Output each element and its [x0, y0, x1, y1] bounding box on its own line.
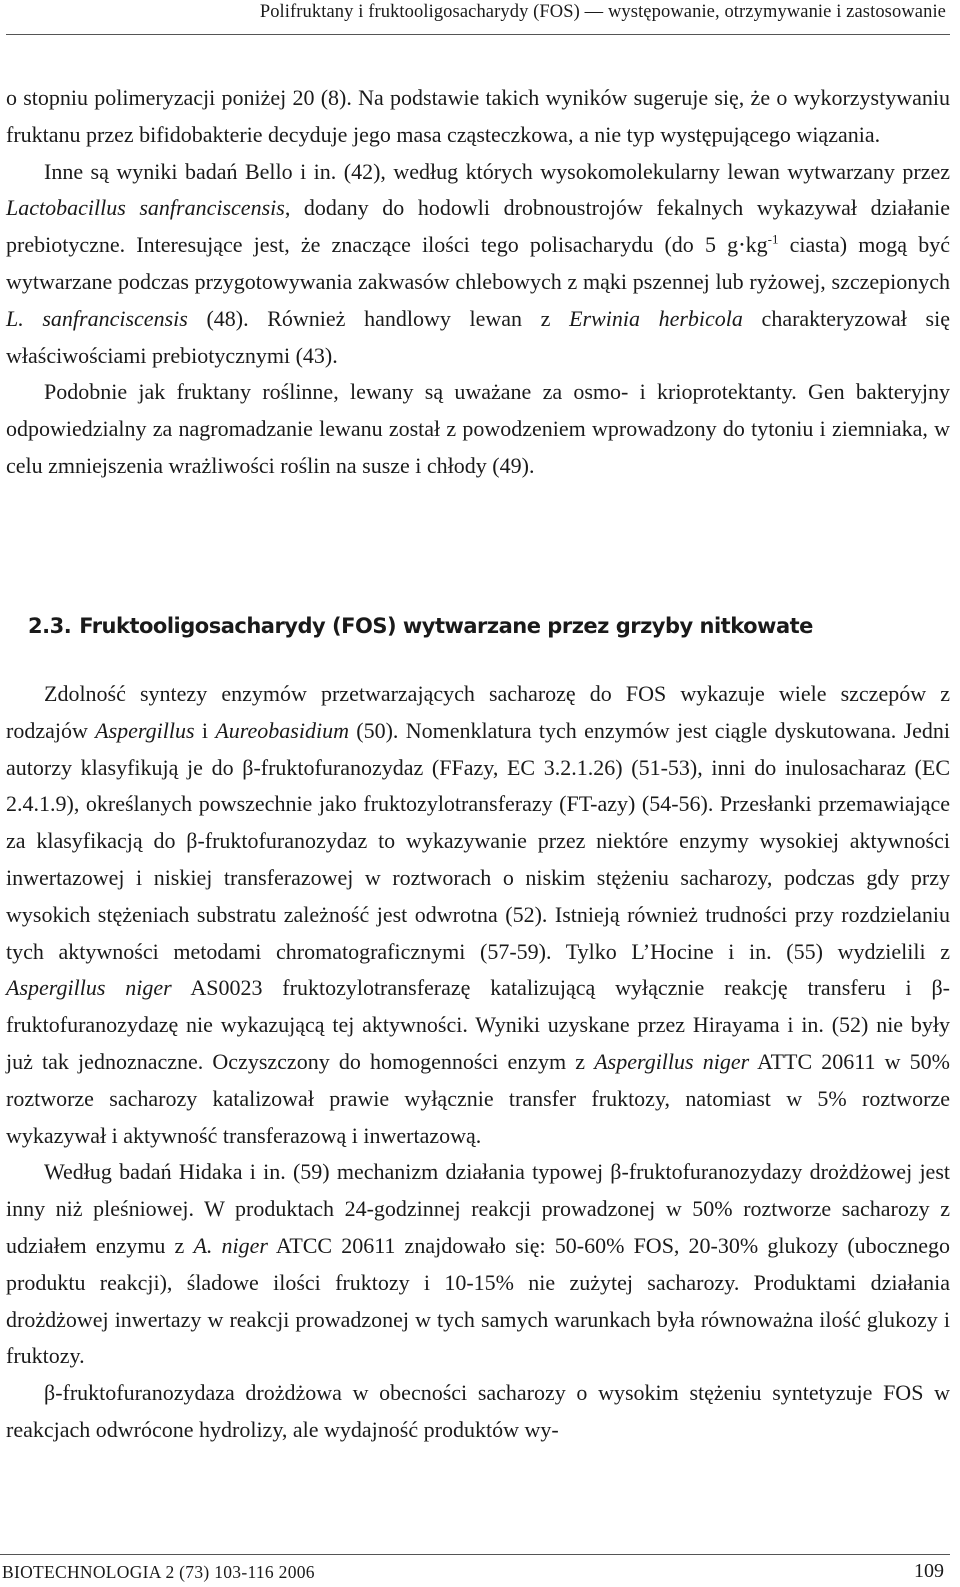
paragraph [6, 80, 950, 154]
section-title: Fruktooligosacharydy (FOS) wytwarzane przez grzyby nitkowate [79, 614, 813, 638]
running-header: Polifruktany i fruktooligosacharydy (FOS) — występowanie, otrzymywanie i zastosowanie [259, 2, 946, 22]
text-run: Według badań Hidaka i in. (59) mechanizm działania typowej β-fruktofuranozydazy drożdżowej jest inny niż pleśniowej. W produktach 24-godzinnej reakcji prowadzonej w 50% roztworze sacharozy z udziałem enzymu z [6, 1159, 950, 1258]
page-number: 109 [914, 1560, 944, 1582]
body-text-section [6, 676, 950, 1449]
italic-term: Aspergillus [95, 717, 195, 743]
text-run: ATTC 20611 w 50% roztworze sacharozy katalizował prawie wyłącznie transfer fruktozy, natomiast w 5% roztworze wykazywał i aktywność transferazową i inwertazową. [6, 1048, 951, 1148]
italic-term: Lactobacillus sanfranciscensis [6, 195, 285, 221]
header-rule [6, 34, 950, 35]
text-run: AS0023 fruktozylotransferazę katalizującą wyłącznie reakcję transferu i β-fruktofuranozydazę nie wykazującą tej aktywności. Wyniki uzyskane przez Hirayama i in. (52) nie były już tak jednoznaczne. Oczyszczony do homogenności enzym z [6, 975, 950, 1074]
text-run: (48). Również handlowy lewan z [187, 305, 570, 331]
italic-term: L. sanfranciscensis [6, 305, 188, 331]
section-heading [28, 614, 813, 638]
text-run: charakteryzował się właściwościami prebiotycznymi (43). [6, 305, 950, 368]
footer-rule [0, 1554, 950, 1555]
paragraph [6, 1154, 950, 1375]
text-run: o stopniu polimeryzacji poniżej 20 (8). Na podstawie takich wyników sugeruje się, że o wykorzystywaniu fruktanu przez bifidobakterie decyduje jego masa cząsteczkowa, a nie typ występującego wiązania. [6, 85, 950, 147]
paragraph [6, 154, 950, 375]
italic-term: Aspergillus niger [594, 1048, 750, 1074]
body-text-before-section [6, 80, 950, 485]
italic-term: Erwinia herbicola [569, 305, 743, 331]
italic-term: Aspergillus niger [6, 975, 172, 1001]
text-run: β-fruktofuranozydaza drożdżowa w obecności sacharozy o wysokim stężeniu syntetyzuje FOS w reakcjach odwrócone hydrolizy, ale wydajność produktów wy- [6, 1380, 950, 1442]
text-run: i [194, 717, 216, 743]
text-run: , dodany do hodowli drobnoustrojów fekalnych wykazywał działanie prebiotyczne. Interesujące jest, że znaczące ilości tego polisacharydu (do 5 g⋅kg [6, 195, 950, 258]
paragraph [6, 1375, 950, 1449]
text-run: Podobnie jak fruktany roślinne, lewany są uważane za osmo- i krioprotektanty. Gen bakteryjny odpowiedzialny za nagromadzanie lewanu został z powodzeniem wprowadzony do tytoniu i ziemniaka, w celu zmniejszenia wrażliwości roślin na susze i chłody (49). [6, 379, 950, 478]
italic-term: Aureobasidium [215, 717, 349, 743]
text-run: (50). Nomenklatura tych enzymów jest ciągle dyskutowana. Jedni autorzy klasyfikują je do β-fruktofuranozydaz (FFazy, EC 3.2.1.26) (51-53), inni do inulosacharaz (EC 2.4.1.9), określanych powszechnie jako fruktozylotransferazy (FT-azy) (54-56). Przesłanki przemawiające za klasyfikacją do β-fruktofuranozydaz to wykazywanie przez niektóre enzymy wysokiej aktywności inwertazowej i niskiej transferazowej w roztworach o niskim stężeniu sacharozy, podczas gdy przy wysokich stężeniach substratu zależność jest odwrotna (52). Istnieją również trudności przy rozdzielaniu tych aktywności metodami chromatograficznymi (57-59). Tylko L’Hocine i in. (55) wydzielili z [6, 717, 950, 964]
text-run: Zdolność syntezy enzymów przetwarzających sacharozę do FOS wykazuje wiele szczepów z rodzajów [6, 681, 950, 743]
paragraph [6, 374, 950, 484]
footer-journal-citation: BIOTECHNOLOGIA 2 (73) 103-116 2006 [2, 1562, 315, 1582]
section-number: 2.3. [28, 614, 72, 638]
paragraph [6, 676, 950, 1154]
italic-term: A. niger [193, 1232, 268, 1258]
text-run: Inne są wyniki badań Bello i in. (42), według których wysokomolekularny lewan wytwarzany przez [44, 158, 950, 184]
superscript: -1 [767, 231, 779, 247]
text-run: ATCC 20611 znajdowało się: 50-60% FOS, 20-30% glukozy (ubocznego produktu reakcji), śladowe ilości fruktozy i 10-15% nie zużytej sacharozy. Produktami działania drożdżowej inwertazy w reakcji prowadzonej w tych samych warunkach była równoważna ilość glukozy i fruktozy. [6, 1232, 950, 1369]
text-run: ciasta) mogą być wytwarzane podczas przygotowywania zakwasów chlebowych z mąki pszennej lub ryżowej, szczepionych [6, 232, 950, 294]
